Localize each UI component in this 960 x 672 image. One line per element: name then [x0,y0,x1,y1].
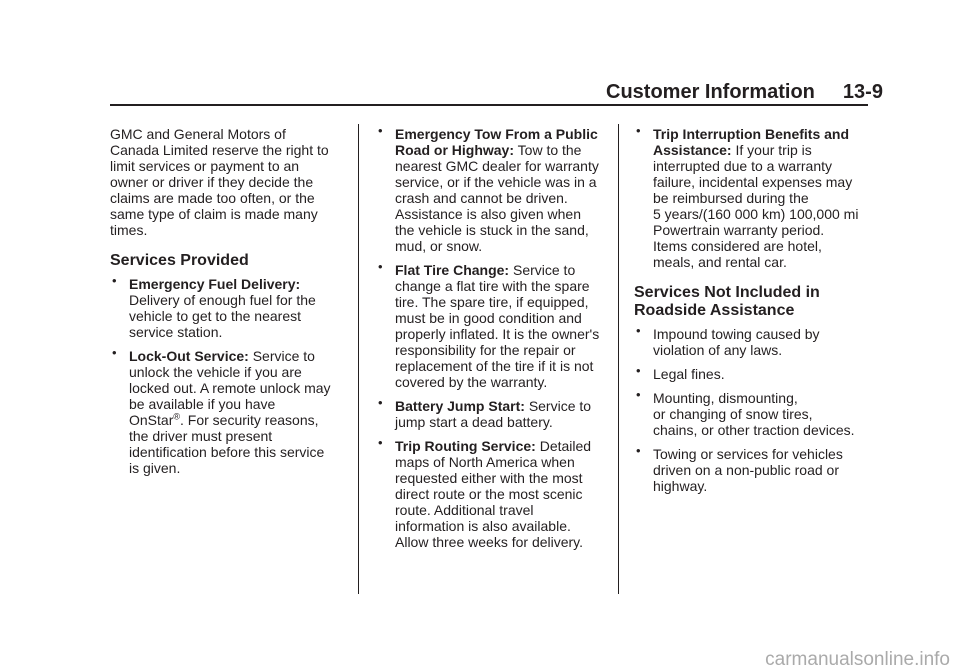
text-line: meals, and rental car. [653,254,787,270]
text-line: service, or if the vehicle was in a [395,174,597,190]
text-line: responsibility for the repair or [395,342,576,358]
text-line: change a flat tire with the spare [395,278,590,294]
services-list-continued [634,123,868,270]
bullet-icon: • [636,323,641,338]
text-line: Service to [512,262,576,278]
bullet-icon: • [112,273,117,288]
header-rule [110,104,868,106]
heading-line: Services Not Included in [634,284,820,301]
list-item [634,363,868,382]
text-line: tire. The spare tire, if equipped, [395,294,589,310]
bullet-icon: • [378,395,383,410]
services-list-continued [376,123,612,550]
registered-mark: ® [173,411,180,422]
list-item [110,273,350,340]
item-label: Assistance: [653,142,732,158]
column-divider [618,124,619,594]
column-middle [376,123,612,558]
text-line: 5 years/(160 000 km) 100,000 mi [653,206,859,222]
text-line: . For security reasons, [180,412,319,428]
text-line: locked out. A remote unlock may [129,380,331,396]
text-line: failure, incidental expenses may [653,174,853,190]
bullet-icon: • [636,387,641,402]
text-line: limit services or payment to an [110,158,300,174]
text-line: Towing or services for vehicles [653,446,843,462]
column-divider [358,124,359,594]
item-label: Trip Routing Service: [395,438,536,454]
list-item [634,323,868,358]
list-item [376,395,612,430]
text-line: same type of claim is made many [110,206,318,222]
bullet-icon: • [636,443,641,458]
text-line: Allow three weeks for delivery. [395,534,584,550]
services-provided-heading: Services Provided [110,252,249,269]
text-line: Powertrain warranty period. [653,222,825,238]
item-label: Flat Tire Change: [395,262,510,278]
intro-paragraph [110,126,350,238]
item-label: Battery Jump Start: [395,398,525,414]
text-line: crash and cannot be driven. [395,190,568,206]
column-right [634,123,868,502]
text-line: GMC and General Motors of [110,126,286,142]
item-label: Lock-Out Service: [129,348,249,364]
text-line: Canada Limited reserve the right to [110,142,329,158]
text-line: jump start a dead battery. [395,414,553,430]
item-label: Emergency Tow From a Public [395,126,598,142]
list-item [634,387,868,438]
text-line: highway. [653,478,708,494]
text-line: times. [110,222,148,238]
text-line: violation of any laws. [653,342,783,358]
text-line: Detailed [539,438,592,454]
text-line: route. Additional travel [395,502,534,518]
onstar-text: OnStar [129,412,174,428]
item-label: Trip Interruption Benefits and [653,126,850,142]
text-line: Assistance is also given when [395,206,581,222]
text-line: replacement of the tire if it is not [395,358,594,374]
item-label: Emergency Fuel Delivery: [129,276,301,292]
watermark: carmanualsonline.info [765,649,950,670]
text-line: chains, or other traction devices. [653,422,855,438]
text-line: service station. [129,324,223,340]
text-line: information is also available. [395,518,571,534]
bullet-icon: • [378,259,383,274]
text-line: nearest GMC dealer for warranty [395,158,599,174]
heading-line: Roadside Assistance [634,302,795,319]
section-title: Customer Information [606,81,815,103]
column-left [110,126,350,484]
text-line: maps of North America when [395,454,575,470]
text-line: be reimbursed during the [653,190,809,206]
text-line: be available if you have [129,396,276,412]
text-line: Legal fines. [653,366,725,382]
text-line: owner or driver if they decide the [110,174,314,190]
text-line: interrupted due to a warranty [653,158,832,174]
text-line: covered by the warranty. [395,374,548,390]
item-label: Road or Highway: [395,142,515,158]
services-list [110,273,350,476]
text-line: Mounting, dismounting, [653,390,798,406]
list-item [376,259,612,390]
text-line: mud, or snow. [395,238,483,254]
text-line: is given. [129,460,181,476]
not-included-heading [634,284,868,320]
text-line: must be in good condition and [395,310,582,326]
list-item [634,123,868,270]
text-line: vehicle to get to the nearest [129,308,301,324]
text-line: properly inflated. It is the owner's [395,326,600,342]
text-line: Tow to the [517,142,582,158]
text-line: Items considered are hotel, [653,238,822,254]
bullet-icon: • [378,123,383,138]
text-line: identification before this service [129,444,325,460]
text-line: Service to [528,398,592,414]
text-line: claims are made too often, or the [110,190,315,206]
bullet-icon: • [636,363,641,378]
text-line: the vehicle is stuck in the sand, [395,222,589,238]
text-line: Impound towing caused by [653,326,820,342]
list-item [376,123,612,254]
text-line: Delivery of enough fuel for the [129,292,316,308]
bullet-icon: • [112,345,117,360]
text-line: the driver must present [129,428,273,444]
text-line: or changing of snow tires, [653,406,813,422]
list-item [634,443,868,494]
text-line: requested either with the most [395,470,583,486]
bullet-icon: • [636,123,641,138]
text-line: driven on a non-public road or [653,462,840,478]
list-item [376,435,612,550]
page-number: 13-9 [842,81,883,103]
text-line: Service to [252,348,315,364]
text-line [129,412,319,428]
page-header [606,80,883,104]
text-line: If your trip is [735,142,812,158]
bullet-icon: • [378,435,383,450]
text-line: direct route or the most scenic [395,486,583,502]
list-item [110,345,350,476]
excluded-services-list [634,323,868,494]
text-line: unlock the vehicle if you are [129,364,302,380]
